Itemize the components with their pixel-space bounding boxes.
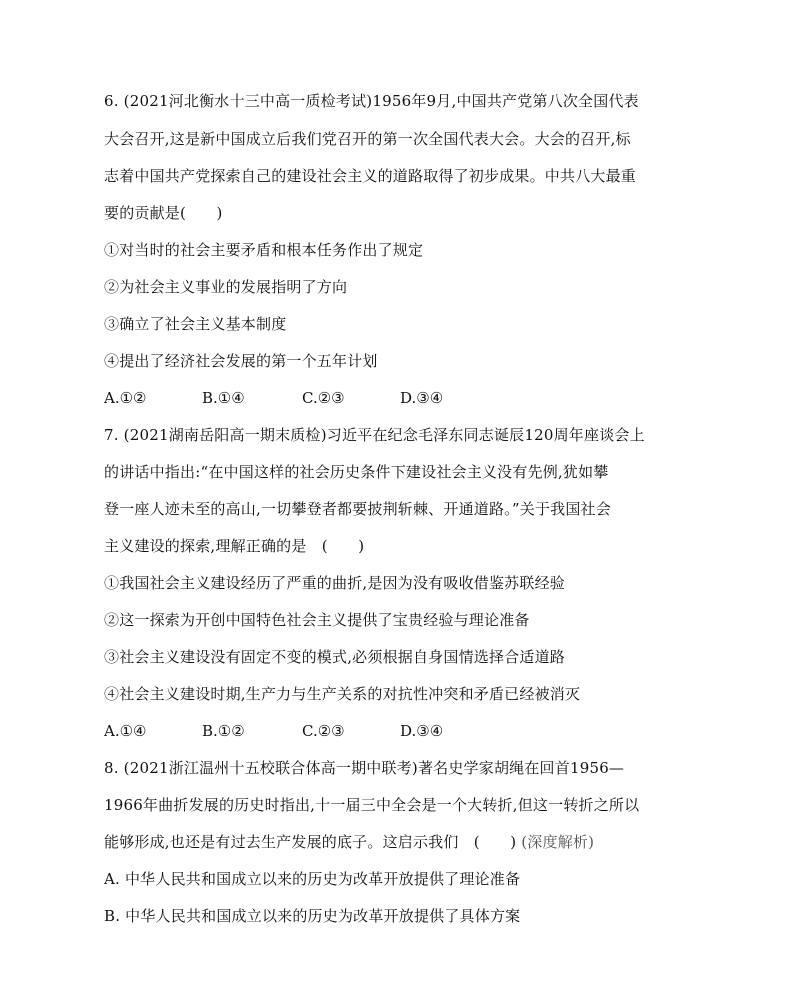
- q8-stem-line-3: [104, 831, 704, 853]
- q6-stem-line-4: 要的贡献是( ): [104, 204, 223, 222]
- q6-item-4: ④提出了经济社会发展的第一个五年计划: [104, 352, 378, 370]
- q7-option-b[interactable]: B.①②: [202, 722, 245, 740]
- q6-stem-line-3: 志着中国共产党探索自己的建设社会主义的道路取得了初步成果。中共八大最重: [104, 167, 637, 185]
- q7-stem-line-4: 主义建设的探索,理解正确的是 ( ): [104, 537, 365, 555]
- q7-stem-line-3: 登一座人迹未至的高山,一切攀登者都要披荆斩棘、开通道路。”关于我国社会: [104, 500, 611, 518]
- q7-stem-line-1: 7. (2021湖南岳阳高一期末质检)习近平在纪念毛泽东同志诞辰120周年座谈会上: [104, 426, 645, 444]
- q7-item-4: ④社会主义建设时期,生产力与生产关系的对抗性冲突和矛盾已经被消灭: [104, 685, 581, 703]
- q6-option-c[interactable]: C.②③: [302, 389, 345, 407]
- q8-option-b[interactable]: B. 中华人民共和国成立以来的历史为改革开放提供了具体方案: [104, 907, 521, 925]
- q8-option-a[interactable]: A. 中华人民共和国成立以来的历史为改革开放提供了理论准备: [104, 870, 521, 888]
- q7-item-3: ③社会主义建设没有固定不变的模式,必须根据自身国情选择合适道路: [104, 648, 565, 666]
- q7-option-c[interactable]: C.②③: [302, 722, 345, 740]
- q8-stem-line-3-text: 能够形成,也还是有过去生产发展的底子。这启示我们 ( ): [104, 833, 517, 851]
- q6-option-d[interactable]: D.③④: [400, 389, 444, 407]
- q6-item-1: ①对当时的社会主要矛盾和根本任务作出了规定: [104, 241, 424, 259]
- q6-item-3: ③确立了社会主义基本制度: [104, 315, 287, 333]
- q6-option-b[interactable]: B.①④: [202, 389, 245, 407]
- q8-stem-line-2: 1966年曲折发展的历史时指出,十一届三中全会是一个大转折,但这一转折之所以: [104, 796, 640, 814]
- q6-stem-line-2: 大会召开,这是新中国成立后我们党召开的第一次全国代表大会。大会的召开,标: [104, 130, 631, 148]
- q6-option-a[interactable]: A.①②: [104, 389, 147, 407]
- q7-item-1: ①我国社会主义建设经历了严重的曲折,是因为没有吸收借鉴苏联经验: [104, 574, 565, 592]
- q6-stem-line-1: 6. (2021河北衡水十三中高一质检考试)1956年9月,中国共产党第八次全国代表: [104, 92, 639, 110]
- q7-item-2: ②这一探索为开创中国特色社会主义提供了宝贵经验与理论准备: [104, 611, 530, 629]
- q7-option-d[interactable]: D.③④: [400, 722, 444, 740]
- deep-analysis-link[interactable]: (深度解析): [521, 833, 595, 851]
- q6-item-2: ②为社会主义事业的发展指明了方向: [104, 278, 348, 296]
- q7-option-a[interactable]: A.①④: [104, 722, 147, 740]
- q7-stem-line-2: 的讲话中指出:“在中国这样的社会历史条件下建设社会主义没有先例,犹如攀: [104, 463, 609, 481]
- q8-stem-line-1: 8. (2021浙江温州十五校联合体高一期中联考)著名史学家胡绳在回首1956—: [104, 759, 625, 777]
